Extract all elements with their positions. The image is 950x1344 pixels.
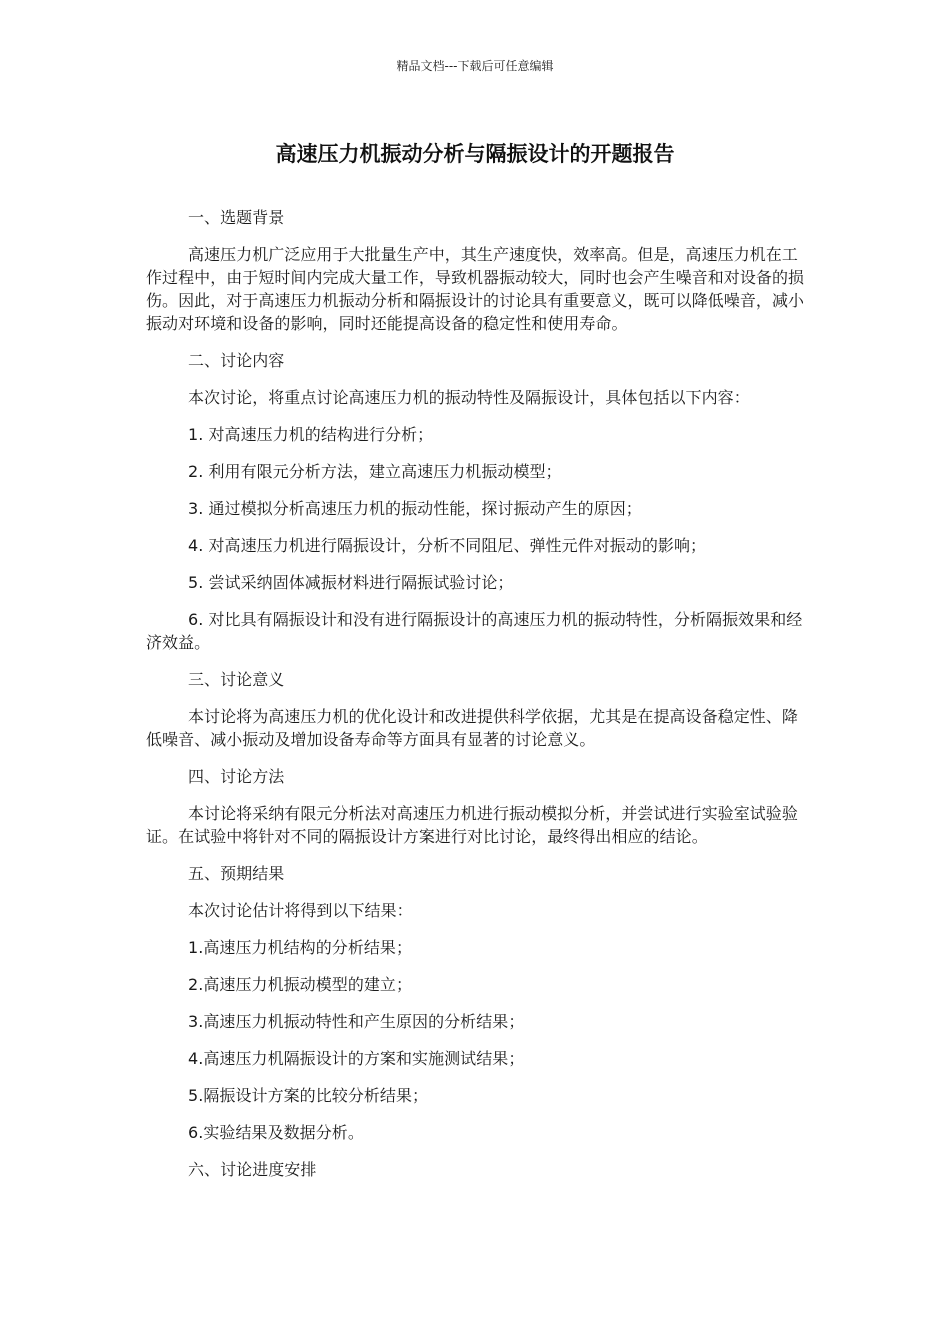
list-item: 6.实验结果及数据分析。 — [188, 1123, 364, 1142]
section-heading-schedule: 六、讨论进度安排 — [188, 1160, 317, 1179]
list-item: 4. 对高速压力机进行隔振设计，分析不同阻尼、弹性元件对振动的影响； — [188, 536, 707, 555]
list-item: 1. 对高速压力机的结构进行分析； — [188, 425, 434, 444]
list-item: 5.隔振设计方案的比较分析结果； — [188, 1086, 429, 1105]
document-body — [146, 206, 806, 1195]
list-item: 3.高速压力机振动特性和产生原因的分析结果； — [188, 1012, 525, 1031]
list-item: 5. 尝试采纳固体减振材料进行隔振试验讨论； — [188, 573, 514, 592]
list-item: 2. 利用有限元分析方法，建立高速压力机振动模型； — [188, 462, 562, 481]
list-item: 4.高速压力机隔振设计的方案和实施测试结果； — [188, 1049, 525, 1068]
list-item: 2.高速压力机振动模型的建立； — [188, 975, 413, 994]
list-item: 6. 对比具有隔振设计和没有进行隔振设计的高速压力机的振动特性，分析隔振效果和经济效益。 — [146, 610, 803, 652]
paragraph-content-intro: 本次讨论，将重点讨论高速压力机的振动特性及隔振设计，具体包括以下内容： — [188, 388, 750, 407]
page-header: 精品文档---下载后可任意编辑 — [396, 59, 554, 73]
paragraph-background: 高速压力机广泛应用于大批量生产中，其生产速度快，效率高。但是，高速压力机在工作过程中，由于短时间内完成大量工作，导致机器振动较大，同时也会产生噪音和对设备的损伤。因此，对于高速压力机振动分析和隔振设计的讨论具有重要意义，既可以降低噪音，减小振动对环境和设备的影响，同时还能提高设备的稳定性和使用寿命。 — [146, 245, 805, 333]
document-title: 高速压力机振动分析与隔振设计的开题报告 — [275, 142, 675, 166]
section-heading-background: 一、选题背景 — [188, 208, 285, 227]
list-item: 1.高速压力机结构的分析结果； — [188, 938, 413, 957]
section-heading-expected-results: 五、预期结果 — [188, 864, 285, 883]
section-heading-significance: 三、讨论意义 — [188, 670, 285, 689]
list-item: 3. 通过模拟分析高速压力机的振动性能，探讨振动产生的原因； — [188, 499, 642, 518]
paragraph-expected-intro: 本次讨论估计将得到以下结果： — [188, 901, 413, 920]
section-heading-method: 四、讨论方法 — [188, 767, 285, 786]
paragraph-significance: 本讨论将为高速压力机的优化设计和改进提供科学依据，尤其是在提高设备稳定性、降低噪音、减小振动及增加设备寿命等方面具有显著的讨论意义。 — [146, 707, 798, 749]
section-heading-content: 二、讨论内容 — [188, 351, 285, 370]
paragraph-method: 本讨论将采纳有限元分析法对高速压力机进行振动模拟分析，并尝试进行实验室试验验证。在试验中将针对不同的隔振设计方案进行对比讨论，最终得出相应的结论。 — [146, 804, 798, 846]
